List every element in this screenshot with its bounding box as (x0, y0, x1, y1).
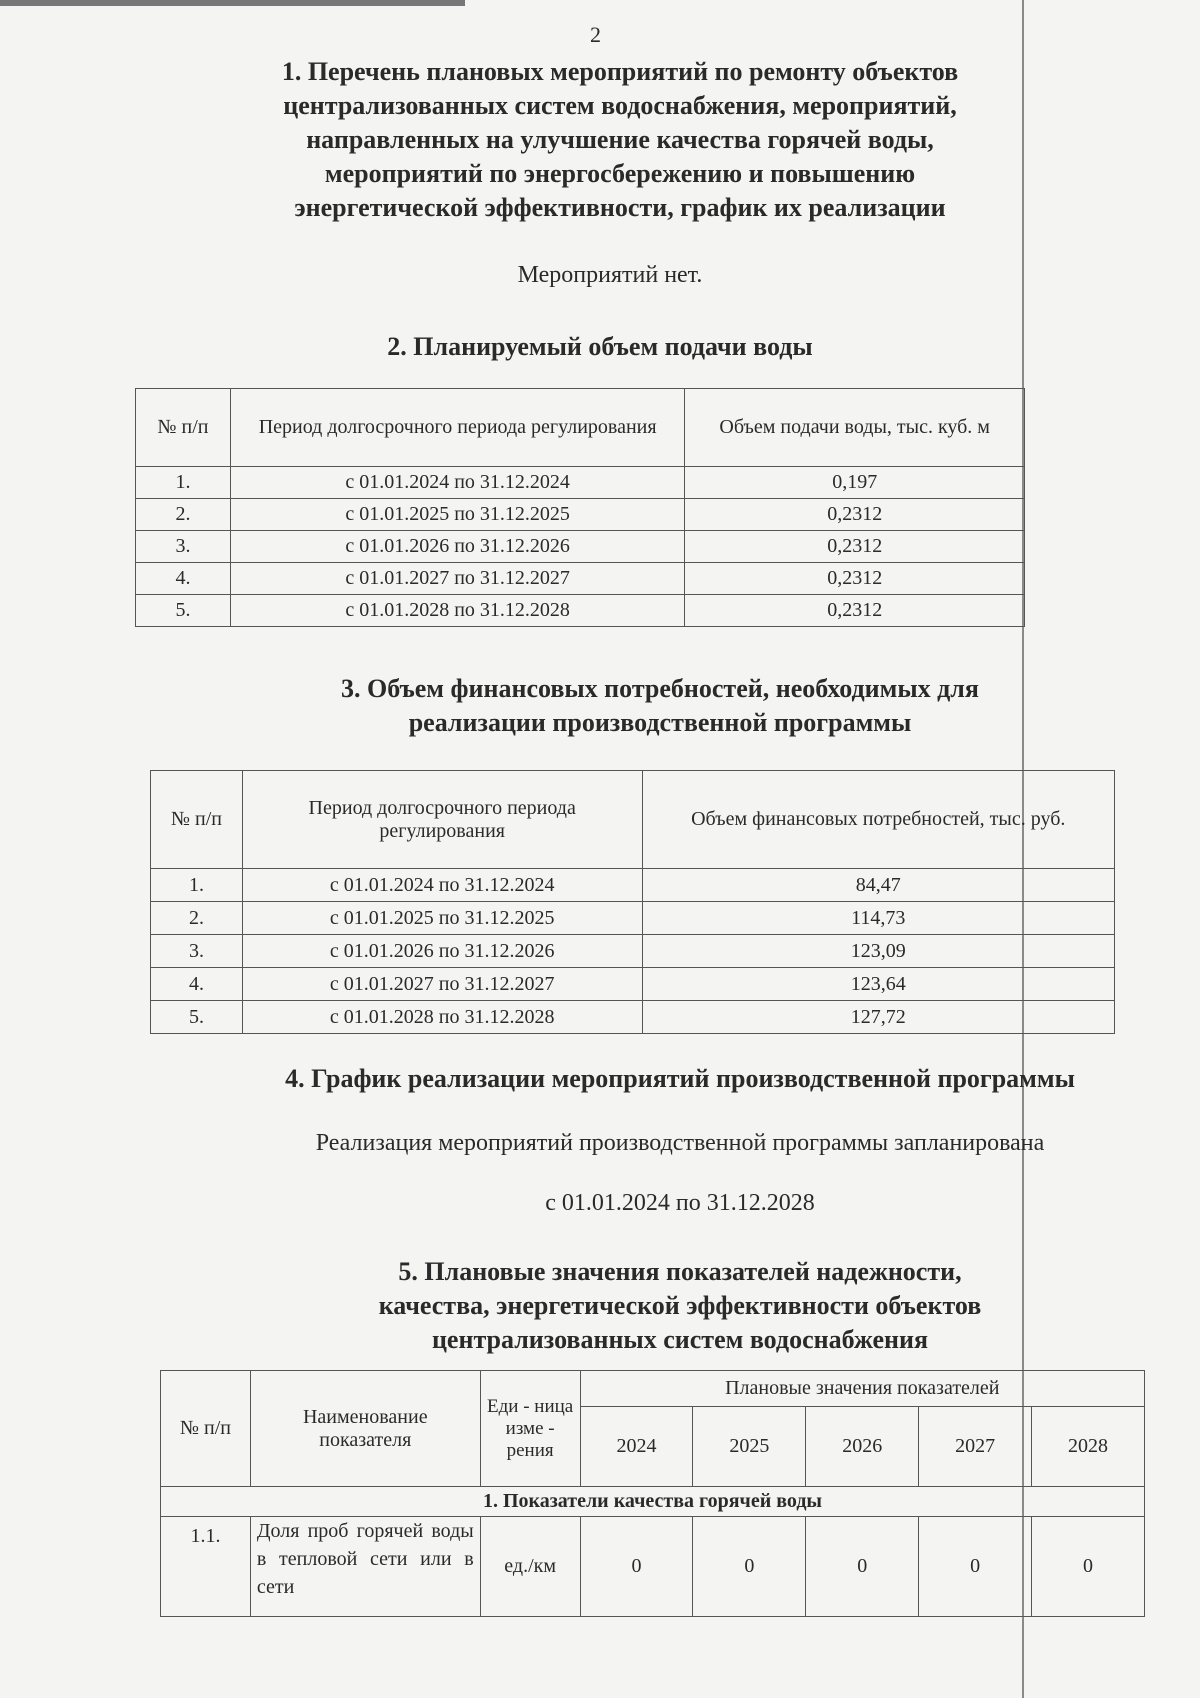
table-row (151, 1001, 1115, 1034)
row-period: с 01.01.2026 по 31.12.2026 (242, 935, 642, 968)
section-4-text: Реализация мероприятий производственной программы запланирована (315, 1130, 1045, 1156)
row-number: 4. (151, 968, 243, 1001)
header-year: 2024 (580, 1407, 693, 1487)
row-period: с 01.01.2028 по 31.12.2028 (242, 1001, 642, 1034)
page-number: 2 (590, 22, 601, 47)
header-number: № п/п (161, 1371, 251, 1487)
header-period: Период долгосрочного периода регулирования (242, 771, 642, 869)
header-number: № п/п (151, 771, 243, 869)
title-line: 5. Плановые значения показателей надежности, (398, 1257, 962, 1286)
title-line: качества, энергетической эффективности объектов (378, 1291, 982, 1320)
table-row (151, 869, 1115, 902)
row-number: 1. (151, 869, 243, 902)
header-volume: Объем подачи воды, тыс. куб. м (685, 389, 1025, 467)
header-year: 2026 (806, 1407, 919, 1487)
row-period: с 01.01.2024 по 31.12.2024 (242, 869, 642, 902)
row-indicator-name: Доля проб горячей воды в тепловой сети или в сети (250, 1517, 480, 1617)
header-unit: Еди - ница изме - рения (480, 1371, 580, 1487)
table-row (161, 1517, 1145, 1617)
section-3-title (280, 672, 1040, 740)
table-row (136, 531, 1025, 563)
header-number: № п/п (136, 389, 231, 467)
row-value: 123,64 (642, 968, 1115, 1001)
title-line: энергетической эффективности, график их реализации (294, 193, 946, 222)
row-value: 0,2312 (685, 499, 1025, 531)
header-year: 2028 (1032, 1407, 1145, 1487)
section-1-title (200, 55, 1040, 225)
section-1-text: Мероприятий нет. (517, 262, 703, 288)
title-line: 1. Перечень плановых мероприятий по ремонту объектов (281, 57, 959, 86)
row-value: 0 (1032, 1517, 1145, 1617)
row-value: 114,73 (642, 902, 1115, 935)
header-financial: Объем финансовых потребностей, тыс. руб. (642, 771, 1115, 869)
indicators-table (160, 1370, 1145, 1617)
table-row (136, 467, 1025, 499)
row-period: с 01.01.2027 по 31.12.2027 (242, 968, 642, 1001)
row-value: 0 (580, 1517, 693, 1617)
title-line: мероприятий по энергосбережению и повышению (324, 159, 916, 188)
section-2-title: 2. Планируемый объем подачи воды (387, 332, 813, 361)
title-line: реализации производственной программы (408, 708, 912, 737)
supply-volume-table (135, 388, 1025, 627)
row-value: 0 (806, 1517, 919, 1617)
section-4-title: 4. График реализации мероприятий производственной программы (285, 1064, 1075, 1093)
row-period: с 01.01.2024 по 31.12.2024 (230, 467, 685, 499)
row-number: 2. (136, 499, 231, 531)
title-line: централизованных систем водоснабжения, мероприятий, (283, 91, 957, 120)
table-row (136, 595, 1025, 627)
table-row (151, 968, 1115, 1001)
row-value: 0 (693, 1517, 806, 1617)
row-value: 0,2312 (685, 531, 1025, 563)
title-line: 3. Объем финансовых потребностей, необходимых для (341, 674, 979, 703)
section-4-period: с 01.01.2024 по 31.12.2028 (545, 1190, 815, 1216)
header-planned-values: Плановые значения показателей (580, 1371, 1144, 1407)
row-number: 3. (151, 935, 243, 968)
header-indicator-name: Наименование показателя (250, 1371, 480, 1487)
row-value: 0,2312 (685, 595, 1025, 627)
row-period: с 01.01.2025 по 31.12.2025 (230, 499, 685, 531)
group-header: 1. Показатели качества горячей воды (161, 1487, 1145, 1517)
row-number: 3. (136, 531, 231, 563)
row-value: 123,09 (642, 935, 1115, 968)
header-year: 2025 (693, 1407, 806, 1487)
row-value: 0 (919, 1517, 1032, 1617)
table-row (151, 935, 1115, 968)
row-number: 1. (136, 467, 231, 499)
row-value: 127,72 (642, 1001, 1115, 1034)
row-value: 0,2312 (685, 563, 1025, 595)
row-period: с 01.01.2028 по 31.12.2028 (230, 595, 685, 627)
row-number: 5. (151, 1001, 243, 1034)
row-value: 0,197 (685, 467, 1025, 499)
title-line: направленных на улучшение качества горячей воды, (306, 125, 934, 154)
scan-edge (0, 0, 465, 6)
header-period: Период долгосрочного периода регулирования (230, 389, 685, 467)
title-line: централизованных систем водоснабжения (431, 1325, 929, 1354)
table-row (136, 499, 1025, 531)
table-row (151, 902, 1115, 935)
section-5-title (320, 1255, 1040, 1357)
row-period: с 01.01.2025 по 31.12.2025 (242, 902, 642, 935)
row-number: 2. (151, 902, 243, 935)
header-year: 2027 (919, 1407, 1032, 1487)
row-number: 4. (136, 563, 231, 595)
row-number: 5. (136, 595, 231, 627)
row-number: 1.1. (161, 1517, 251, 1617)
row-period: с 01.01.2026 по 31.12.2026 (230, 531, 685, 563)
row-value: 84,47 (642, 869, 1115, 902)
row-unit: ед./км (480, 1517, 580, 1617)
financial-needs-table (150, 770, 1115, 1034)
table-row (136, 563, 1025, 595)
row-period: с 01.01.2027 по 31.12.2027 (230, 563, 685, 595)
